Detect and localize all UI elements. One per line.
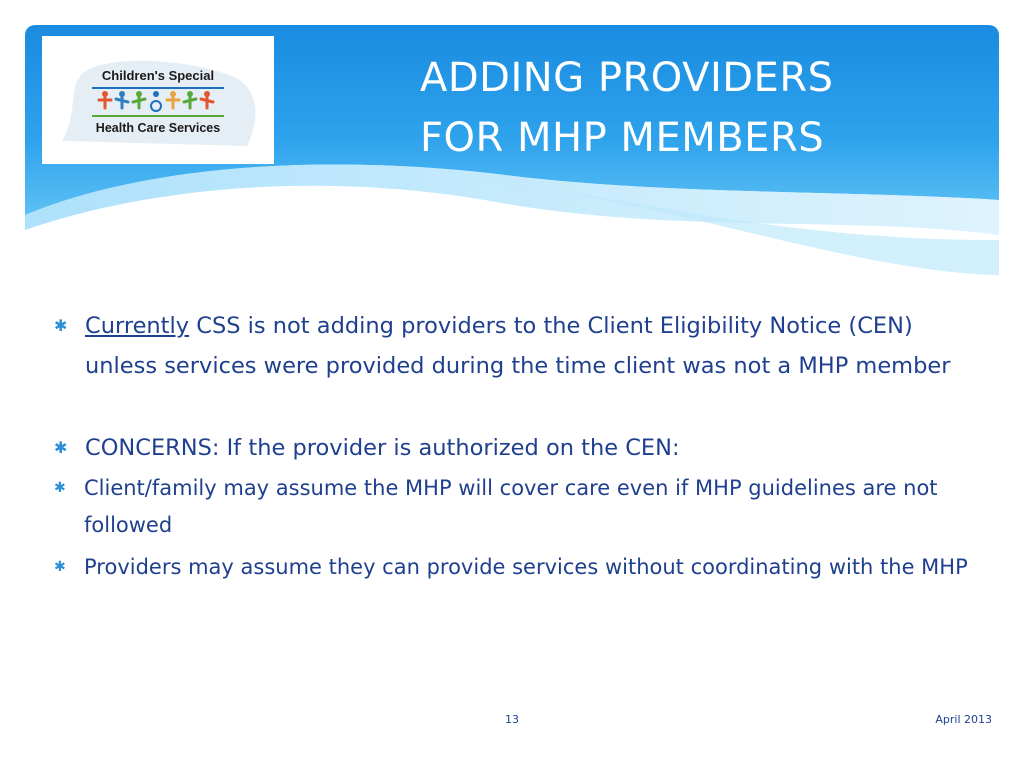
sub-bullet-item [50, 470, 970, 544]
sub-bullet-item [50, 549, 970, 586]
bullet-text: CSS is not adding providers to the Client Eligibility Notice (CEN) unless services were provided during the time client was not a MHP member [85, 313, 951, 379]
sub-bullet-list [50, 470, 970, 586]
slide-title-line-1: ADDING PROVIDERS [420, 55, 834, 101]
logo [42, 36, 274, 164]
asterisk-bullet-icon: ✱ [54, 316, 68, 335]
sub-bullet-text: Providers may assume they can provide services without coordinating with the MHP [84, 555, 968, 579]
slide-title [420, 48, 980, 168]
bullet-lead-link[interactable]: Currently [85, 313, 190, 339]
logo-text-line-1: Children's Special [101, 68, 215, 83]
asterisk-bullet-icon: ✱ [54, 559, 66, 575]
slide-content [50, 306, 970, 586]
children-figures-logo-icon [42, 36, 274, 164]
asterisk-bullet-icon: ✱ [54, 480, 66, 496]
asterisk-bullet-icon: ✱ [54, 438, 68, 457]
footer-date: April 2013 [935, 713, 992, 726]
bullet-text: CONCERNS: If the provider is authorized on the CEN: [85, 435, 680, 461]
sub-bullet-text: Client/family may assume the MHP will cover care even if MHP guidelines are not followed [84, 476, 938, 537]
bullet-item [50, 306, 970, 386]
page-number: 13 [505, 713, 519, 726]
bullet-item [50, 428, 970, 468]
slide-title-line-2: FOR MHP MEMBERS [420, 115, 825, 161]
logo-text-line-2: Health Care Services [95, 121, 221, 135]
